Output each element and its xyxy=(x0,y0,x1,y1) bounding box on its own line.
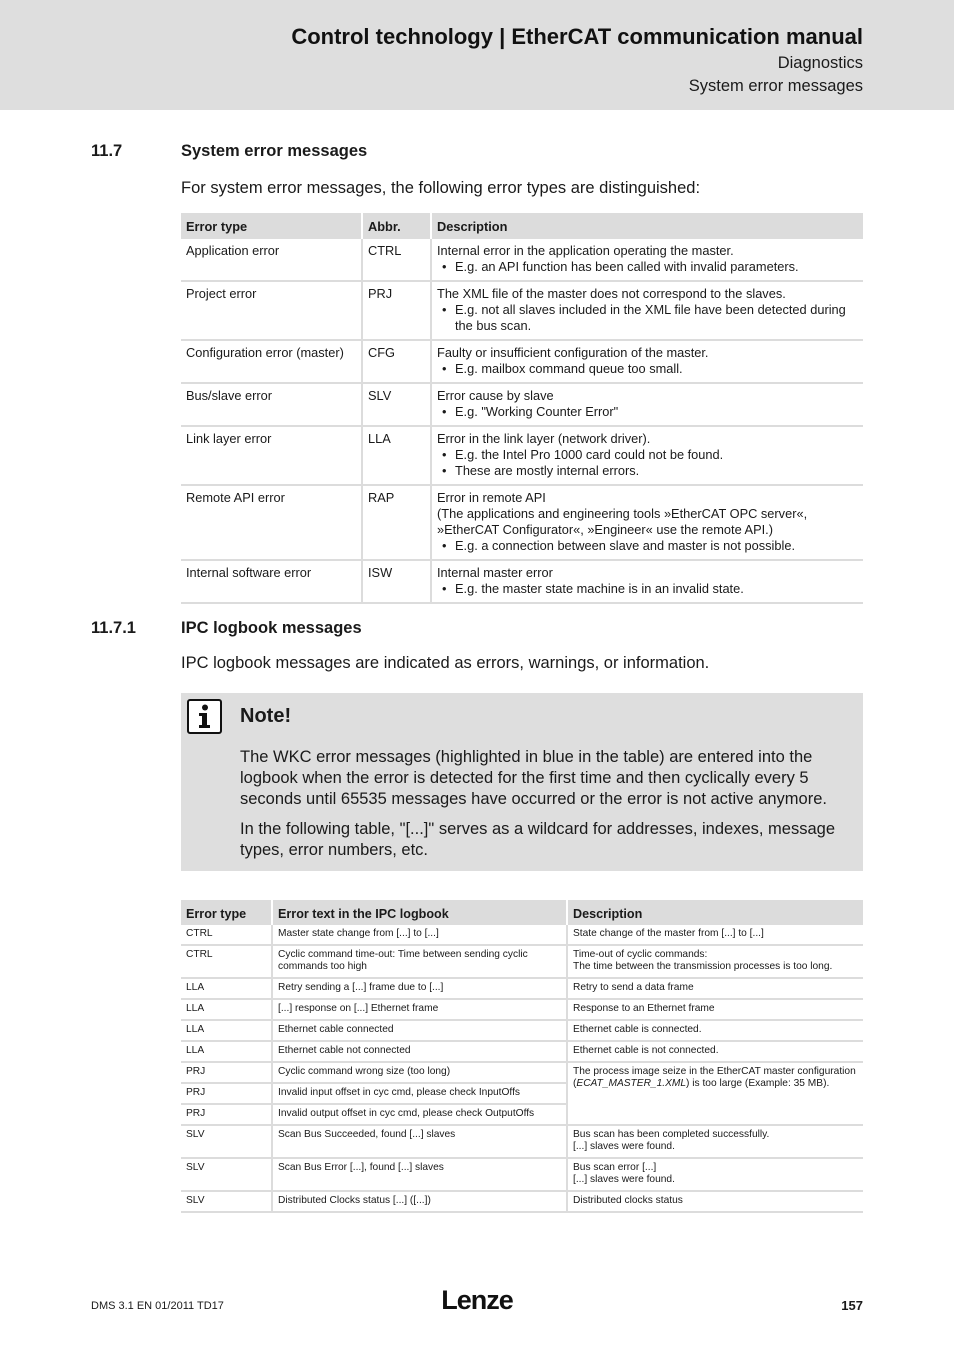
error-type-cell: SLV xyxy=(181,1191,272,1212)
system-error-table xyxy=(181,213,863,604)
bullet-list xyxy=(437,538,858,554)
note-box xyxy=(181,693,863,871)
error-type-cell: Internal software error xyxy=(181,560,362,603)
description-cell xyxy=(567,1125,863,1158)
column-header: Description xyxy=(431,213,863,239)
description-cell: State change of the master from [...] to [...] xyxy=(567,925,863,945)
description-cell: Ethernet cable is not connected. xyxy=(567,1041,863,1062)
logbook-text-cell: Scan Bus Succeeded, found [...] slaves xyxy=(272,1125,567,1158)
config-filename: ECAT_MASTER_1.XML xyxy=(576,1078,687,1089)
description-cell xyxy=(431,560,863,603)
bullet-item: • E.g. not all slaves included in the XML file have been detected during the bus scan. xyxy=(455,302,858,334)
bullet-list xyxy=(437,581,858,597)
subsection-intro: IPC logbook messages are indicated as errors, warnings, or information. xyxy=(181,654,710,672)
description-text: Internal master error xyxy=(437,565,553,580)
page-number: 157 xyxy=(841,1298,863,1313)
table-row xyxy=(181,1062,863,1083)
abbr-cell: LLA xyxy=(362,426,431,485)
table-row xyxy=(181,1020,863,1041)
description-text: The process image seize in the EtherCAT master configuration ( xyxy=(573,1066,856,1089)
error-type-cell: SLV xyxy=(181,1125,272,1158)
column-header: Description xyxy=(567,900,863,925)
bullet-list xyxy=(437,259,858,275)
table-row xyxy=(181,340,863,383)
error-type-cell: LLA xyxy=(181,999,272,1020)
table-row xyxy=(181,383,863,426)
description-text: ) is too large (Example: 35 MB). xyxy=(686,1078,830,1089)
description-line: Time-out of cyclic commands: xyxy=(573,949,708,960)
logbook-text-cell: Distributed Clocks status [...] ([...]) xyxy=(272,1191,567,1212)
description-line: Bus scan error [...] xyxy=(573,1162,657,1173)
note-paragraph: The WKC error messages (highlighted in blue in the table) are entered into the logbook when the error is detected for the first time and then cyclically every 5 seconds until 65535 messages have occurred or the error is not active anymore. xyxy=(240,748,827,808)
description-line: [...] slaves were found. xyxy=(573,1141,675,1152)
column-header: Error type xyxy=(181,900,272,925)
logbook-text-cell: Invalid input offset in cyc cmd, please check InputOffs xyxy=(272,1083,567,1104)
description-line: Bus scan has been completed successfully. xyxy=(573,1129,770,1140)
bullet-item: • E.g. "Working Counter Error" xyxy=(455,404,858,420)
description-cell: Ethernet cable is connected. xyxy=(567,1020,863,1041)
bullet-list xyxy=(437,404,858,420)
section-intro: For system error messages, the following error types are distinguished: xyxy=(181,179,701,197)
description-cell xyxy=(431,383,863,426)
bullet-list xyxy=(437,447,858,479)
error-type-cell: LLA xyxy=(181,978,272,999)
description-cell: Retry to send a data frame xyxy=(567,978,863,999)
description-text: Internal error in the application operating the master. xyxy=(437,243,734,258)
error-type-cell: Project error xyxy=(181,281,362,340)
description-text: Error cause by slave xyxy=(437,388,554,403)
note-paragraph: In the following table, "[...]" serves as a wildcard for addresses, indexes, message types, error numbers, etc. xyxy=(240,820,836,859)
error-type-cell: CTRL xyxy=(181,925,272,945)
description-line: The time between the transmission processes is too long. xyxy=(573,961,833,972)
table-row xyxy=(181,1125,863,1158)
error-type-cell: Link layer error xyxy=(181,426,362,485)
table-row xyxy=(181,560,863,603)
description-cell xyxy=(567,945,863,978)
bullet-list xyxy=(437,361,858,377)
table-row xyxy=(181,1191,863,1212)
abbr-cell: PRJ xyxy=(362,281,431,340)
subsection-number: 11.7.1 xyxy=(91,619,136,637)
logbook-text-cell: [...] response on [...] Ethernet frame xyxy=(272,999,567,1020)
section-number: 11.7 xyxy=(91,142,123,160)
description-text: Error in remote API xyxy=(437,490,546,505)
error-type-cell: CTRL xyxy=(181,945,272,978)
error-type-cell: Remote API error xyxy=(181,485,362,560)
description-cell xyxy=(431,485,863,560)
subsection-title: IPC logbook messages xyxy=(181,619,362,637)
section-name: System error messages xyxy=(688,77,863,95)
description-cell xyxy=(431,281,863,340)
chapter-name: Diagnostics xyxy=(777,54,863,72)
description-text: (The applications and engineering tools »EtherCAT OPC server«, »EtherCAT Configurator«, »Engineer« use the remote API.) xyxy=(437,506,808,537)
ipc-logbook-table xyxy=(181,900,863,1213)
logbook-text-cell: Cyclic command time-out: Time between sending cyclic commands too high xyxy=(272,945,567,978)
error-type-cell: PRJ xyxy=(181,1062,272,1083)
description-text: Error in the link layer (network driver). xyxy=(437,431,651,446)
abbr-cell: CFG xyxy=(362,340,431,383)
bullet-item: • These are mostly internal errors. xyxy=(455,463,858,479)
bullet-item: • E.g. the master state machine is in an invalid state. xyxy=(455,581,858,597)
column-header: Error text in the IPC logbook xyxy=(272,900,567,925)
table-row xyxy=(181,426,863,485)
error-type-cell: PRJ xyxy=(181,1083,272,1104)
logbook-text-cell: Scan Bus Error [...], found [...] slaves xyxy=(272,1158,567,1191)
bullet-item: • E.g. the Intel Pro 1000 card could not be found. xyxy=(455,447,858,463)
info-icon xyxy=(187,699,222,734)
table-row xyxy=(181,999,863,1020)
section-title: System error messages xyxy=(181,142,368,160)
error-type-cell: LLA xyxy=(181,1041,272,1062)
error-type-cell: LLA xyxy=(181,1020,272,1041)
error-type-cell: Configuration error (master) xyxy=(181,340,362,383)
document-title: Control technology | EtherCAT communication manual xyxy=(291,24,863,49)
table-row xyxy=(181,925,863,945)
table-row xyxy=(181,239,863,281)
description-cell: Distributed clocks status xyxy=(567,1191,863,1212)
bullet-item: • E.g. a connection between slave and master is not possible. xyxy=(455,538,858,554)
description-cell xyxy=(431,426,863,485)
note-title: Note! xyxy=(240,705,292,727)
description-cell xyxy=(431,340,863,383)
logbook-text-cell: Master state change from [...] to [...] xyxy=(272,925,567,945)
description-text: The XML file of the master does not correspond to the slaves. xyxy=(437,286,786,301)
table-header-row xyxy=(181,213,863,239)
logbook-text-cell: Ethernet cable not connected xyxy=(272,1041,567,1062)
column-header: Error type xyxy=(181,213,362,239)
description-cell xyxy=(567,1158,863,1191)
lenze-logo xyxy=(437,1286,517,1316)
error-type-cell: Application error xyxy=(181,239,362,281)
table-row xyxy=(181,945,863,978)
table-row xyxy=(181,281,863,340)
description-text: Faulty or insufficient configuration of the master. xyxy=(437,345,709,360)
table-row xyxy=(181,485,863,560)
abbr-cell: SLV xyxy=(362,383,431,426)
page-header xyxy=(0,0,954,110)
description-line: [...] slaves were found. xyxy=(573,1174,675,1185)
table-row xyxy=(181,1158,863,1191)
description-cell xyxy=(431,239,863,281)
logbook-text-cell: Retry sending a [...] frame due to [...] xyxy=(272,978,567,999)
error-type-cell: SLV xyxy=(181,1158,272,1191)
abbr-cell: ISW xyxy=(362,560,431,603)
description-cell xyxy=(567,1062,863,1125)
error-type-cell: Bus/slave error xyxy=(181,383,362,426)
document-id: DMS 3.1 EN 01/2011 TD17 xyxy=(91,1300,224,1312)
description-cell: Response to an Ethernet frame xyxy=(567,999,863,1020)
error-type-cell: PRJ xyxy=(181,1104,272,1125)
svg-text:Lenze: Lenze xyxy=(441,1286,513,1315)
abbr-cell: RAP xyxy=(362,485,431,560)
bullet-list xyxy=(437,302,858,334)
logbook-text-cell: Cyclic command wrong size (too long) xyxy=(272,1062,567,1083)
bullet-item: • E.g. mailbox command queue too small. xyxy=(455,361,858,377)
table-row xyxy=(181,978,863,999)
column-header: Abbr. xyxy=(362,213,431,239)
table-header-row xyxy=(181,900,863,925)
bullet-item: • E.g. an API function has been called with invalid parameters. xyxy=(455,259,858,275)
abbr-cell: CTRL xyxy=(362,239,431,281)
table-row xyxy=(181,1041,863,1062)
logbook-text-cell: Invalid output offset in cyc cmd, please check OutputOffs xyxy=(272,1104,567,1125)
logbook-text-cell: Ethernet cable connected xyxy=(272,1020,567,1041)
